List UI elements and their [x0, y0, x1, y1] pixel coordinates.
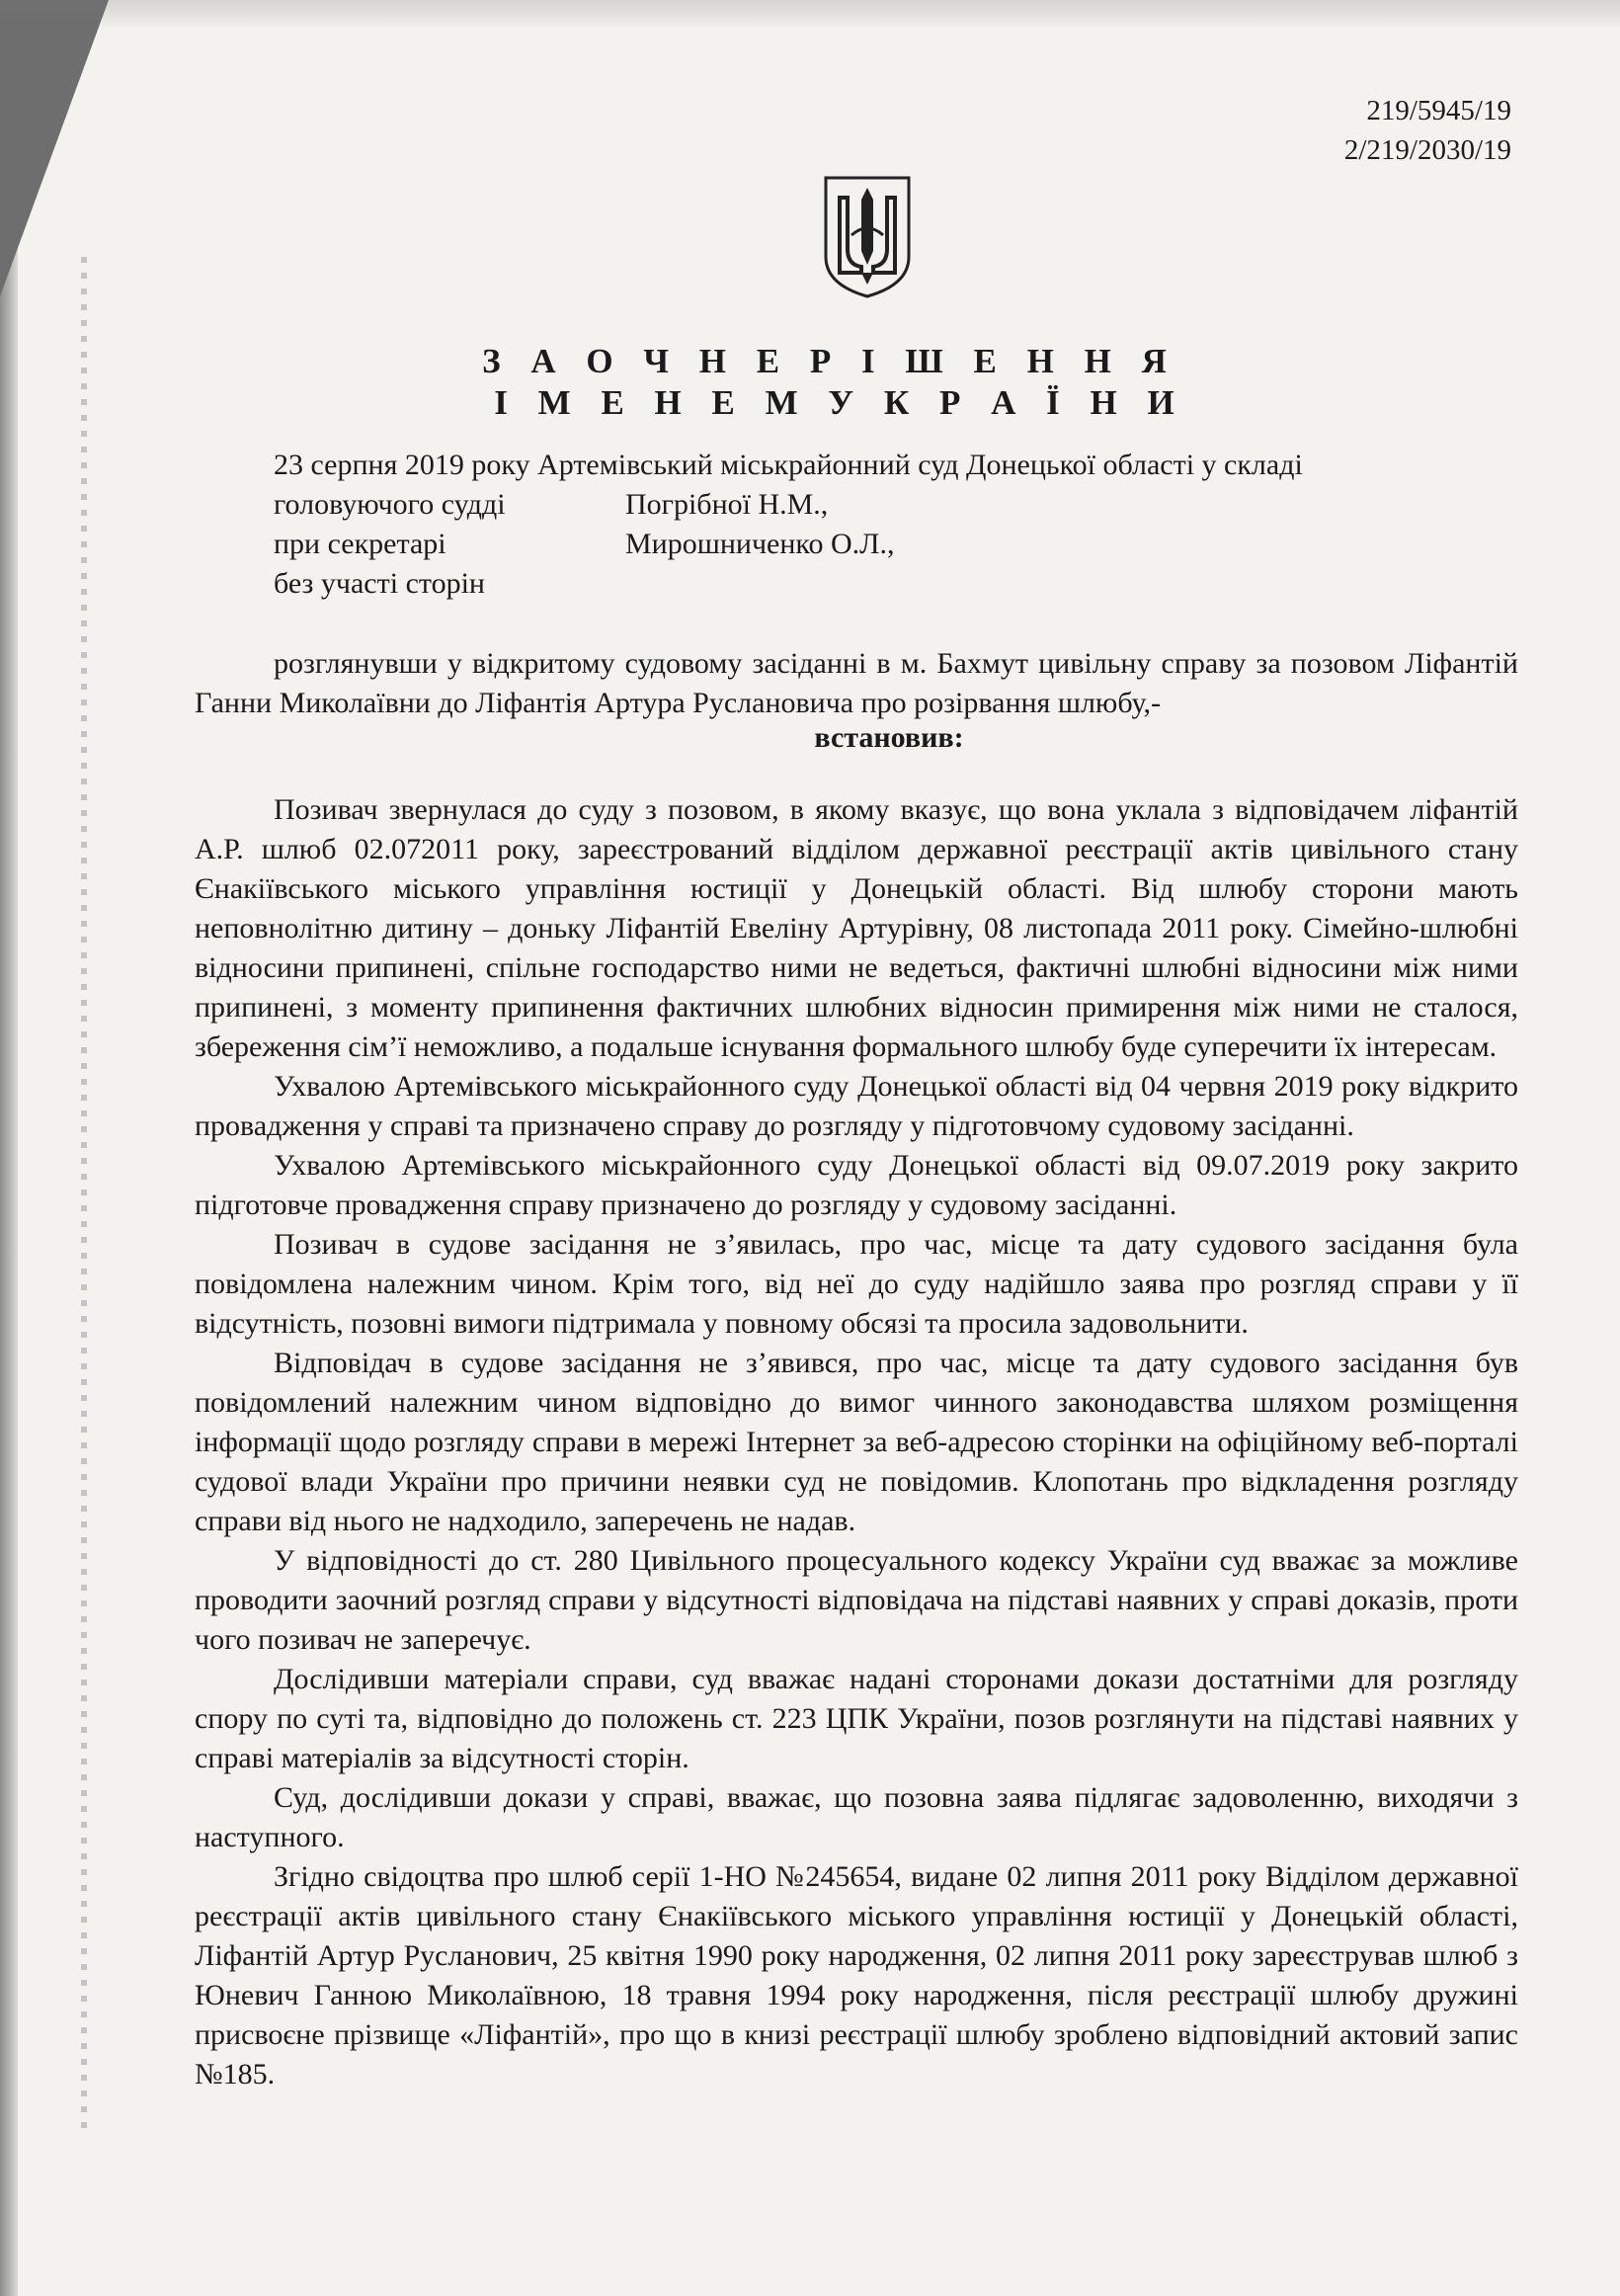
paragraph: Суд, дослідивши докази у справі, вважає, що позовна заява підлягає задоволенню, виходячи з наступного. [195, 1781, 1518, 1853]
trident-coat-of-arms-icon [818, 174, 917, 300]
judge-row [274, 486, 1558, 526]
established-heading: встановив: [814, 721, 964, 754]
parties-row [274, 565, 1558, 605]
paragraph: Ухвалою Артемівського міськрайонного суду Донецької області від 09.07.2019 року закрито підготовче провадження справу призначено до розгляду у судовому засіданні. [195, 1149, 1518, 1221]
binding-stitch [81, 257, 87, 2134]
judge-label: головуючого судді [274, 488, 506, 521]
page-edge-shadow [0, 0, 18, 2296]
document-title: З А О Ч Н Е Р І Ш Е Н Н Я [482, 342, 1177, 380]
case-number-2: 2/219/2030/19 [1343, 134, 1511, 166]
case-number-1: 219/5945/19 [1366, 95, 1511, 126]
paragraph: Згідно свідоцтва про шлюб серії 1-НО №245654, видане 02 липня 2011 року Відділом державної реєстрації актів цивільного стану Єнакіївського міського управління юстиції у Донецькій області, Ліфантій Артур Русланович, 25 квітня 1990 року народження, 02 липня 2011 року зареєстрував шлюб з Юневич Ганною Миколаївною, 18 травня 1994 року народження, після реєстрації шлюбу дружині присвоєне прізвище «Ліфантій», про що в книзі реєстрації шлюбу зроблено відповідний актовий запис №185. [195, 1860, 1518, 2091]
folded-corner [0, 0, 109, 296]
intro-block [274, 447, 1558, 605]
intro-date-court: 23 серпня 2019 року Артемівський міськрайонний суд Донецької області у складі [274, 449, 1303, 481]
paragraph: Дослідивши матеріали справи, суд вважає надані сторонами докази достатніми для розгляду спору по суті та, відповідно до положень ст. 223 ЦПК України, позов розглянути на підставі наявних у справі матеріалів за відсутності сторін. [195, 1663, 1518, 1774]
paragraph: Позивач в судове засідання не з’явилась, про час, місце та дату судового засідання була повідомлена належним чином. Крім того, від неї до суду надійшло заява про розгляд справи у її відсутність, позовні вимоги підтримала у повному обсязі та просила задовольнити. [195, 1228, 1518, 1340]
paragraph: Ухвалою Артемівського міськрайонного суду Донецької області від 04 червня 2019 року відкрито провадження у справі та призначено справу до розгляду у підготовчому судовому засіданні. [195, 1070, 1518, 1142]
paragraph: Відповідач в судове засідання не з’явився, про час, місце та дату судового засідання був повідомлений належним чином відповідно до вимог чинного законодавства шляхом розміщення інформації щодо розгляду справи в мережі Інтернет за веб-адресою сторінки на офіційному веб-порталі судової влади України про причини неявки суд не повідомив. Клопотань про відкладення розгляду справи від нього не надходило, заперечень не надав. [195, 1347, 1518, 1537]
intro-line [274, 447, 1558, 486]
paragraph: У відповідності до ст. 280 Цивільного процесуального кодексу України суд вважає за можливе проводити заочний розгляд справи у відсутності відповідача на підставі наявних у справі доказів, проти чого позивач не заперечує. [195, 1544, 1518, 1656]
document-subtitle: І М Е Н Е М У К Р А Ї Н И [494, 383, 1185, 422]
top-shadow [0, 0, 1620, 30]
case-numbers [1344, 91, 1511, 170]
secretary-name: Мирошниченко О.Л., [625, 528, 895, 560]
secretary-row [274, 526, 1558, 565]
paragraph: Позивач звернулася до суду з позовом, в якому вказує, що вона уклала з відповідачем ліфантій А.Р. шлюб 02.072011 року, зареєстрований відділом державної реєстрації актів цивільного стану Єнакіївського міського управління юстиції у Донецькій області. Від шлюбу сторони мають неповнолітню дитину – доньку Ліфантій Евеліну Артурівну, 08 листопада 2011 року. Сімейно-шлюбні відносини припинені, спільне господарство ними не ведеться, фактичні шлюбні відносини між ними припинені, з моменту припинення фактичних шлюбних відносин примирення між ними не сталося, збереження сім’ї неможливо, а подальше існування формального шлюбу буде суперечити їх інтересам. [195, 793, 1518, 1063]
document-body [195, 790, 1518, 2094]
consideration-text: розглянувши у відкритому судовому засіданні в м. Бахмут цивільну справу за позовом Ліфантій Ганни Миколаївни до Ліфантія Артура Руслановича про розірвання шлюбу,- [195, 647, 1518, 719]
secretary-label: при секретарі [274, 528, 446, 560]
judge-name: Погрібної Н.М., [625, 488, 829, 521]
parties-text: без участі сторін [274, 567, 485, 600]
